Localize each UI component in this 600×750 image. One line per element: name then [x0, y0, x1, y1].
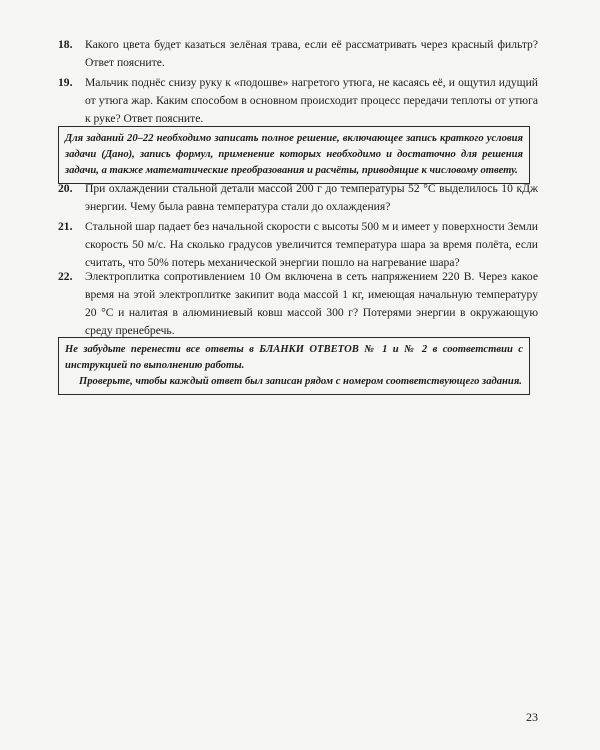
page-number: 23 [526, 710, 538, 724]
question-number: 22. [58, 270, 73, 283]
question-text: Какого цвета будет казаться зелёная трава, если её рассматривать через красный фильтр? Ответ поясните. [85, 38, 538, 69]
question-text: Мальчик поднёс снизу руку к «подошве» нагретого утюга, не касаясь её, и ощутил идущий от утюга жар. Каким способом в основном происходит процесс передачи теплоты от утюга к руке? Ответ поясните. [85, 76, 538, 125]
reminder-box [58, 337, 530, 395]
reminder-text-2: Проверьте, чтобы каждый ответ был записан рядом с номером соответствующего задания. [79, 376, 522, 387]
instruction-text: Для заданий 20–22 необходимо записать полное решение, включающее запись краткого условия задачи (Дано), запись формул, применение которых необходимо и достаточно для решения задачи, а также математические преобразования и расчёты, приводящие к числовому ответу. [65, 133, 523, 176]
reminder-text-1: Не забудьте перенести все ответы в БЛАНКИ ОТВЕТОВ № 1 и № 2 в соответствии с инструкцией по выполнению работы. [65, 344, 523, 371]
instruction-box [58, 126, 530, 184]
question-22 [58, 268, 538, 340]
question-19 [58, 74, 538, 128]
question-18 [58, 36, 538, 72]
question-number: 18. [58, 38, 73, 51]
question-text: Электроплитка сопротивлением 10 Ом включена в сеть напряжением 220 В. Через какое время на этой электроплитке закипит вода массой 1 кг, имеющая начальную температуру 20 °С и налитая в алюминиевый ковш массой 300 г? Потерями энергии в окружающую среду пренебречь. [85, 270, 538, 337]
question-text: При охлаждении стальной детали массой 200 г до температуры 52 °С выделилось 10 кДж энергии. Чему была равна температура стали до охлаждения? [85, 182, 538, 213]
question-number: 19. [58, 76, 73, 89]
question-number: 21. [58, 220, 73, 233]
question-20 [58, 180, 538, 216]
question-text: Стальной шар падает без начальной скорости с высоты 500 м и имеет у поверхности Земли скорость 50 м/с. На сколько градусов увеличится температура шара за время полёта, если считать, что 50% потерь механической энергии пошло на нагревание шара? [85, 220, 538, 269]
question-number: 20. [58, 182, 73, 195]
question-21 [58, 218, 538, 272]
